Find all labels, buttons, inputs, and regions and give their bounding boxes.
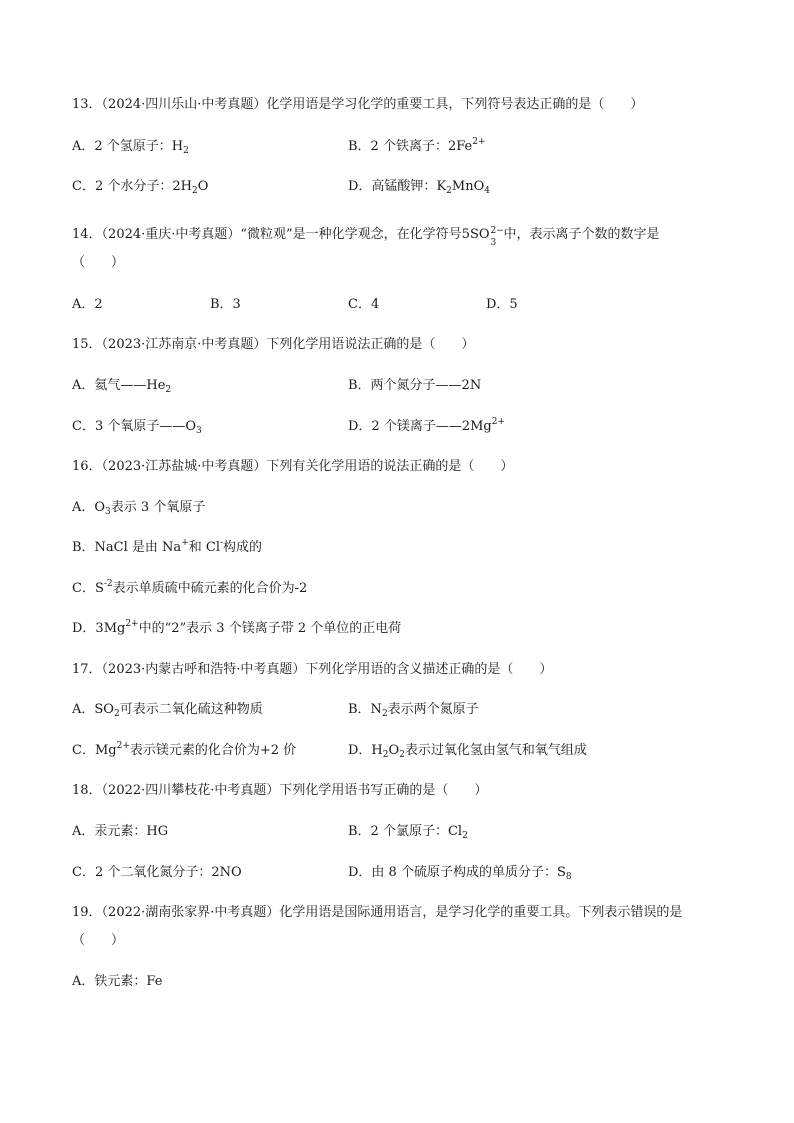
question-13-option-c: C．2 个水分子：$2H_2O$	[72, 179, 209, 196]
question-13-option-a: A．2 个氢原子：$H_2$	[72, 139, 189, 156]
question-15-option-d: D．2 个镁离子$——2Mg^{2+}$	[348, 417, 506, 434]
question-14-option-b: B．3	[210, 297, 241, 312]
question-17-option-a: A．$SO_2$可表示二氧化硫这种物质	[72, 702, 263, 719]
question-18-stem: 18．（2022·四川攀枝花·中考真题）下列化学用语书写正确的是（ ）	[72, 783, 488, 798]
question-13-stem: 13．（2024·四川乐山·中考真题）化学用语是学习化学的重要工具，下列符号表达正确的是（ ）	[72, 97, 644, 112]
question-15-option-c: C．3 个氧原子$——O_3$	[72, 419, 202, 436]
question-19-stem-line2: （ ）	[72, 933, 125, 948]
question-13-option-b: B．2 个铁离子：$2Fe^{2+}$	[348, 137, 486, 154]
question-16-option-d: D．$3Mg^{2+}$中的“2”表示 3 个镁离子带 2 个单位的正电荷	[72, 619, 402, 636]
question-18-option-d: D．由 8 个硫原子构成的单质分子：$S_8$	[348, 865, 572, 882]
question-17-option-c: C．$Mg^{2+}$表示镁元素的化合价为+2 价	[72, 741, 297, 758]
question-18-option-c: C．2 个二氧化氮分子：2NO	[72, 865, 242, 880]
question-16-option-b: B．NaCl 是由 Na+和 Cl-构成的	[72, 538, 263, 555]
question-17-option-d: D．$H_2O_2$表示过氧化氢由氢气和氧气组成	[348, 743, 587, 760]
question-15-option-a: A．氦气$——He_2$	[72, 378, 172, 395]
question-19-option-a: A．铁元素：Fe	[72, 974, 163, 989]
question-19-stem: 19．（2022·湖南张家界·中考真题）化学用语是国际通用语言，是学习化学的重要工具。下列表示错误的是	[72, 905, 683, 920]
question-15-stem: 15．（2023·江苏南京·中考真题）下列化学用语说法正确的是（ ）	[72, 337, 475, 352]
question-14-stem: 14．（2024·重庆·中考真题）“微粒观”是一种化学观念，在化学符号5SO 2− 3 中，表示离子个数的数字是	[72, 226, 660, 248]
question-17-option-b: B．$N_2$表示两个氮原子	[348, 702, 479, 719]
question-16-stem: 16．（2023·江苏盐城·中考真题）下列有关化学用语的说法正确的是（ ）	[72, 459, 514, 474]
question-17-stem: 17．（2023·内蒙古呼和浩特·中考真题）下列化学用语的含义描述正确的是（ ）	[72, 662, 553, 677]
question-15-option-b: B．两个氮分子——2N	[348, 378, 482, 393]
question-18-option-a: A．汞元素：HG	[72, 824, 169, 839]
question-16-option-a: A．$O_3$表示 3 个氧原子	[72, 500, 206, 517]
question-13-option-d: D．高锰酸钾：$K_2MnO_4$	[348, 179, 490, 196]
question-18-option-b: B．2 个氯原子：$Cl_2$	[348, 824, 468, 841]
question-14-option-a: A．2	[72, 297, 103, 312]
question-14-option-c: C．4	[348, 297, 380, 312]
question-16-option-c: C．$S^{-2}$表示单质硫中硫元素的化合价为-2	[72, 579, 308, 596]
question-14-option-d: D．5	[486, 297, 518, 312]
chemical-symbol: 5SO 2− 3	[461, 226, 504, 248]
question-14-stem-line2: （ ）	[72, 255, 125, 270]
